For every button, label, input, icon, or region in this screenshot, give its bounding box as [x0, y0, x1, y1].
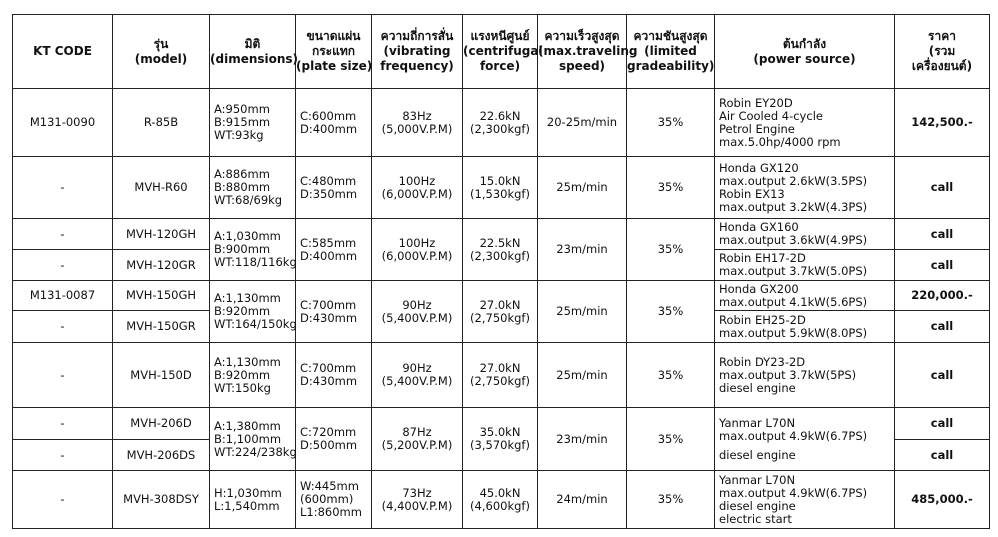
kt-code-cell: -	[13, 219, 113, 250]
kt-code-cell: -	[13, 311, 113, 343]
cell-line: D:500mm	[300, 438, 358, 452]
frequency-cell	[372, 157, 463, 219]
cell-line: B:920mm	[214, 304, 271, 318]
price-cell: 220,000.-	[895, 281, 990, 311]
spec-table	[12, 14, 990, 529]
header-model	[113, 15, 210, 89]
model-cell: MVH-206DS	[113, 440, 210, 471]
header-plate-size	[296, 15, 372, 89]
cell-line: 73Hz	[402, 485, 432, 500]
gradeability-cell: 35%	[627, 471, 715, 529]
cell-line: A:1,380mm	[214, 418, 281, 433]
cell-line: 22.5kN	[479, 235, 521, 250]
power-source-cell	[715, 343, 895, 408]
cell-line: (5,200V.P.M)	[381, 438, 453, 452]
header-force	[463, 15, 543, 89]
cell-line: D:400mm	[300, 248, 358, 263]
cell-line: Honda GX200	[719, 281, 799, 296]
speed-cell: 23m/min	[538, 219, 627, 281]
cell-line: WT:68/69kg	[214, 193, 283, 207]
power-source-cell	[715, 157, 895, 219]
cell-line: max.output 4.9kW(6.7PS)	[719, 485, 868, 500]
table-row	[13, 281, 990, 311]
cell-line: ราคา	[928, 29, 956, 43]
speed-cell: 23m/min	[538, 408, 627, 471]
cell-line: 27.0kN	[479, 297, 521, 312]
cell-line: ความชันสูงสุด	[633, 29, 708, 43]
cell-line: (limited	[644, 44, 697, 58]
cell-line: (5,400V.P.M)	[381, 374, 453, 388]
cell-line: (power source)	[753, 51, 856, 66]
force-cell	[463, 157, 538, 219]
model-cell: MVH-150D	[113, 343, 210, 408]
cell-line: diesel engine	[719, 498, 796, 513]
gradeability-cell: 35%	[627, 89, 715, 157]
frequency-cell	[372, 408, 463, 471]
cell-line: B:900mm	[214, 242, 271, 256]
cell-line: Robin EH17-2D	[719, 251, 806, 265]
frequency-cell	[372, 281, 463, 343]
cell-line: 45.0kN	[479, 485, 521, 500]
frequency-cell	[372, 89, 463, 157]
price-cell: call	[895, 157, 990, 219]
cell-line: (2,300kgf)	[470, 121, 530, 136]
cell-line: Robin EH25-2D	[719, 312, 806, 327]
price-cell: call	[895, 311, 990, 343]
kt-code-cell: -	[13, 440, 113, 471]
cell-line: speed)	[558, 59, 606, 73]
cell-line: A:886mm	[214, 167, 270, 181]
kt-code-cell: -	[13, 250, 113, 281]
plate-size-cell	[296, 343, 372, 408]
cell-line: max.output 3.2kW(4.3PS)	[719, 199, 868, 214]
cell-line: (รวม	[928, 44, 956, 58]
cell-line: 83Hz	[402, 108, 432, 123]
kt-code-cell: M131-0090	[13, 89, 113, 157]
cell-line: Honda GX120	[719, 160, 799, 175]
cell-line: B:915mm	[214, 115, 271, 129]
speed-cell: 20-25m/min	[538, 89, 627, 157]
table-row	[13, 219, 990, 250]
dimensions-cell	[210, 471, 296, 529]
cell-line: A:1,130mm	[214, 291, 281, 305]
cell-line: (model)	[134, 51, 188, 66]
cell-line: WT:118/116kg	[214, 255, 297, 269]
price-cell: call	[895, 440, 990, 471]
plate-size-cell	[296, 471, 372, 529]
cell-line: WT:224/238kg	[214, 444, 297, 459]
cell-line: กระแทก	[311, 44, 356, 58]
cell-line: L1:860mm	[300, 505, 362, 519]
header-frequency	[372, 15, 463, 89]
dimensions-cell	[210, 157, 296, 219]
cell-line: WT:150kg	[214, 380, 271, 395]
header-kt-code	[13, 15, 113, 89]
cell-line: (6,000V.P.M)	[381, 186, 453, 201]
force-cell	[463, 471, 538, 529]
cell-line: max.output 5.9kW(8.0PS)	[719, 325, 868, 340]
cell-line: C:700mm	[300, 297, 357, 312]
kt-code-cell: -	[13, 471, 113, 529]
cell-line: (vibrating	[383, 44, 451, 58]
gradeability-cell: 35%	[627, 219, 715, 281]
frequency-cell	[372, 343, 463, 408]
cell-line: 15.0kN	[479, 173, 521, 188]
cell-line: A:1,030mm	[214, 229, 281, 243]
cell-line: KT CODE	[33, 44, 92, 58]
gradeability-cell: 35%	[627, 408, 715, 471]
cell-line: Petrol Engine	[719, 121, 795, 136]
cell-line: C:585mm	[300, 235, 357, 250]
header-row	[13, 15, 990, 89]
cell-line: C:480mm	[300, 173, 357, 188]
cell-line: (max.traveling	[538, 44, 638, 58]
cell-line: D:430mm	[300, 374, 358, 388]
model-cell: MVH-308DSY	[113, 471, 210, 529]
cell-line: (centrifugal	[463, 44, 543, 58]
dimensions-cell	[210, 408, 296, 471]
cell-line: (2,750kgf)	[470, 374, 530, 388]
cell-line: B:920mm	[214, 367, 271, 382]
cell-line: รุ่น	[153, 36, 169, 51]
cell-line: C:720mm	[300, 425, 357, 439]
cell-line: Robin EX13	[719, 186, 785, 201]
cell-line: ขนาดแผ่น	[306, 29, 361, 43]
speed-cell: 25m/min	[538, 157, 627, 219]
model-cell: MVH-150GH	[113, 281, 210, 311]
cell-line: WT:164/150kg	[214, 317, 297, 331]
table-row	[13, 471, 990, 529]
header-price	[895, 15, 990, 89]
cell-line: A:1,130mm	[214, 354, 281, 369]
cell-line: 27.0kN	[479, 361, 521, 375]
header-speed	[538, 15, 638, 89]
cell-line: max.output 2.6kW(3.5PS)	[719, 173, 868, 188]
cell-line: 100Hz	[398, 235, 436, 250]
cell-line: D:400mm	[300, 121, 358, 136]
model-cell: MVH-120GR	[113, 250, 210, 281]
power-source-cell	[715, 408, 895, 471]
cell-line: Yanmar L70N	[719, 472, 796, 487]
price-cell: call	[895, 250, 990, 281]
cell-line: มิติ	[244, 36, 261, 51]
cell-line: (5,400V.P.M)	[381, 310, 453, 325]
cell-line: max.output 3.7kW(5.0PS)	[719, 264, 868, 278]
cell-line: แรงหนีศูนย์	[470, 29, 530, 43]
force-cell	[463, 408, 538, 471]
cell-line: H:1,030mm	[214, 485, 282, 500]
plate-size-cell	[296, 157, 372, 219]
cell-line: Robin EY20D	[719, 95, 793, 110]
frequency-cell	[372, 471, 463, 529]
gradeability-cell: 35%	[627, 281, 715, 343]
cell-line: (plate size)	[296, 59, 373, 73]
cell-line: (3,570kgf)	[470, 438, 530, 452]
cell-line: (dimensions)	[210, 51, 299, 66]
table-row	[13, 157, 990, 219]
frequency-cell	[372, 219, 463, 281]
cell-line: C:600mm	[300, 108, 357, 123]
cell-line: B:880mm	[214, 180, 271, 194]
power-source-cell	[715, 311, 895, 343]
cell-line: C:700mm	[300, 361, 357, 375]
cell-line: (2,300kgf)	[470, 248, 530, 263]
header-dimensions	[210, 15, 299, 89]
cell-line: L:1,540mm	[214, 498, 280, 513]
plate-size-cell	[296, 219, 372, 281]
price-cell: 485,000.-	[895, 471, 990, 529]
cell-line: max.output 3.7kW(5PS)	[719, 367, 857, 382]
kt-code-cell: -	[13, 157, 113, 219]
cell-line: diesel engine	[719, 380, 796, 395]
model-cell: MVH-120GH	[113, 219, 210, 250]
cell-line: electric start	[719, 511, 792, 526]
model-cell: R-85B	[113, 89, 210, 157]
speed-cell: 24m/min	[538, 471, 627, 529]
cell-line: frequency)	[380, 59, 454, 73]
cell-line: ความถี่การสั่น	[380, 29, 454, 43]
cell-line: 22.6kN	[479, 108, 521, 123]
cell-line: (5,000V.P.M)	[381, 121, 453, 136]
power-source-cell	[715, 250, 895, 281]
power-source-cell	[715, 281, 895, 311]
price-cell: call	[895, 219, 990, 250]
cell-line: max.output 3.6kW(4.9PS)	[719, 233, 868, 247]
force-cell	[463, 89, 538, 157]
cell-line: ความเร็วสูงสุด	[544, 29, 620, 43]
cell-line: WT:93kg	[214, 128, 264, 142]
power-source-cell	[715, 219, 895, 250]
power-source-cell	[715, 471, 895, 529]
dimensions-cell	[210, 219, 296, 281]
cell-line: (2,750kgf)	[470, 310, 530, 325]
cell-line: max.5.0hp/4000 rpm	[719, 134, 841, 149]
cell-line: W:445mm	[300, 479, 359, 493]
speed-cell: 25m/min	[538, 281, 627, 343]
price-cell: call	[895, 343, 990, 408]
gradeability-cell: 35%	[627, 157, 715, 219]
model-cell: MVH-206D	[113, 408, 210, 440]
header-gradeability	[627, 15, 715, 89]
cell-line: (1,530kgf)	[470, 186, 530, 201]
force-cell	[463, 343, 538, 408]
cell-line: D:350mm	[300, 186, 358, 201]
force-cell	[463, 281, 538, 343]
cell-line: D:430mm	[300, 310, 358, 325]
cell-line: max.output 4.9kW(6.7PS)	[719, 428, 868, 443]
cell-line: A:950mm	[214, 102, 270, 116]
table-row	[13, 408, 990, 440]
cell-line: Yanmar L70N	[719, 415, 796, 430]
dimensions-cell	[210, 281, 296, 343]
gradeability-cell: 35%	[627, 343, 715, 408]
kt-code-cell: -	[13, 408, 113, 440]
kt-code-cell: -	[13, 343, 113, 408]
force-cell	[463, 219, 538, 281]
header-power-source	[715, 15, 895, 89]
cell-line: (4,400V.P.M)	[381, 498, 453, 513]
price-cell: call	[895, 408, 990, 440]
cell-line: diesel engine	[719, 447, 796, 462]
cell-line: (6,000V.P.M)	[381, 248, 453, 263]
cell-line: Air Cooled 4-cycle	[719, 108, 823, 123]
dimensions-cell	[210, 89, 296, 157]
plate-size-cell	[296, 281, 372, 343]
cell-line: gradeability)	[627, 59, 715, 73]
cell-line: (600mm)	[300, 492, 354, 506]
kt-code-cell: M131-0087	[13, 281, 113, 311]
cell-line: B:1,100mm	[214, 431, 282, 446]
cell-line: force)	[479, 59, 521, 73]
cell-line: Honda GX160	[719, 220, 799, 234]
cell-line: เครื่องยนต์)	[911, 59, 973, 73]
power-source-cell	[715, 89, 895, 157]
dimensions-cell	[210, 343, 296, 408]
cell-line: 90Hz	[402, 297, 432, 312]
cell-line: 87Hz	[402, 425, 432, 439]
model-cell: MVH-150GR	[113, 311, 210, 343]
cell-line: ต้นกำลัง	[782, 36, 827, 51]
cell-line: 35.0kN	[479, 425, 521, 439]
cell-line: Robin DY23-2D	[719, 354, 806, 369]
plate-size-cell	[296, 408, 372, 471]
cell-line: 100Hz	[398, 173, 436, 188]
plate-size-cell	[296, 89, 372, 157]
cell-line: max.output 4.1kW(5.6PS)	[719, 294, 868, 309]
cell-line: (4,600kgf)	[470, 498, 530, 513]
cell-line: 90Hz	[402, 361, 432, 375]
model-cell: MVH-R60	[113, 157, 210, 219]
speed-cell: 25m/min	[538, 343, 627, 408]
table-row	[13, 89, 990, 157]
table-row	[13, 343, 990, 408]
price-cell: 142,500.-	[895, 89, 990, 157]
